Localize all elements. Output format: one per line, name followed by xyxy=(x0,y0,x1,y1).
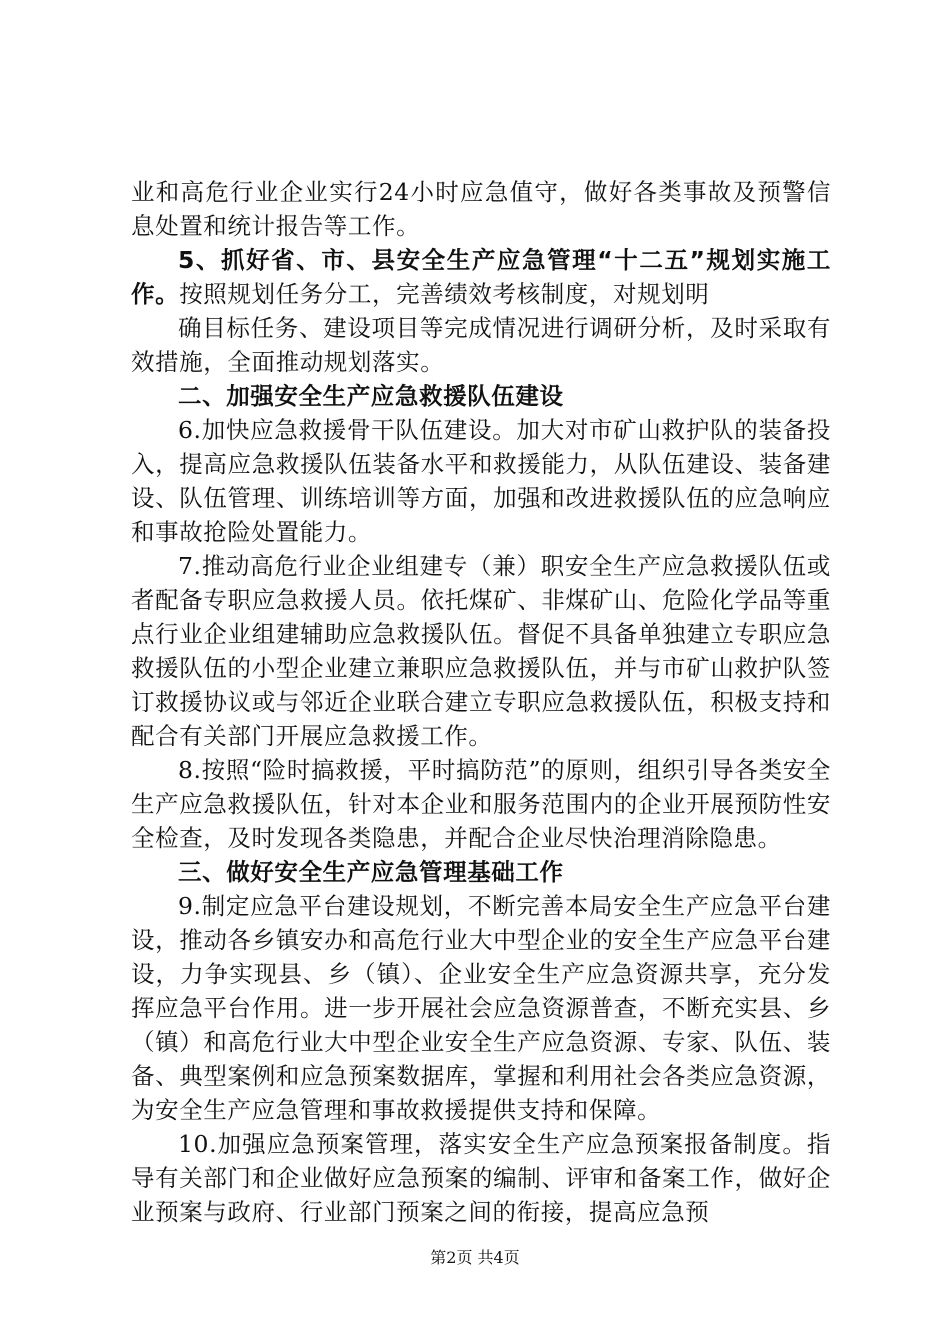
item-5-heading: 5、抓好省、市、县安全生产应急管理“十二五”规划实施工作。 xyxy=(131,246,831,308)
section-heading-2: 二、加强安全生产应急救援队伍建设 xyxy=(178,382,564,410)
section-heading-3: 三、做好安全生产应急管理基础工作 xyxy=(178,858,564,886)
paragraph-item-10: 10.加强应急预案管理，落实安全生产应急预案报备制度。指导有关部门和企业做好应急预案的编制、评审和备案工作，做好企业预案与政府、行业部门预案之间的衔接，提高应急预 xyxy=(131,1130,831,1226)
page-number-footer: 第2页 共4页 xyxy=(430,1248,520,1267)
item-5-text: 按照规划任务分工，完善绩效考核制度，对规划明 xyxy=(179,280,710,308)
paragraph-item-9: 9.制定应急平台建设规划，不断完善本局安全生产应急平台建设，推动各乡镇安办和高危行业大中型企业的安全生产应急平台建设，力争实现县、乡（镇）、企业安全生产应急资源共享，充分发挥应急平台作用。进一步开展社会应急资源普查，不断充实县、乡（镇）和高危行业大中型企业安全生产应急资源、专家、队伍、装备、典型案例和应急预案数据库，掌握和利用社会各类应急资源，为安全生产应急管理和事故救援提供支持和保障。 xyxy=(131,892,831,1124)
paragraph-item-8: 8.按照“险时搞救援，平时搞防范”的原则，组织引导各类安全生产应急救援队伍，针对本企业和服务范围内的企业开展预防性安全检查，及时发现各类隐患，并配合企业尽快治理消除隐患。 xyxy=(131,756,831,852)
paragraph-item-5-cont: 确目标任务、建设项目等完成情况进行调研分析，及时采取有效措施，全面推动规划落实。 xyxy=(131,314,831,376)
paragraph-item-7: 7.推动高危行业企业组建专（兼）职安全生产应急救援队伍或者配备专职应急救援人员。依托煤矿、非煤矿山、危险化学品等重点行业企业组建辅助应急救援队伍。督促不具备单独建立专职应急救援队伍的小型企业建立兼职应急救援队伍，并与市矿山救护队签订救援协议或与邻近企业联合建立专职应急救援队伍，积极支持和配合有关部门开展应急救援工作。 xyxy=(131,552,831,750)
paragraph-continuation: 业和高危行业企业实行24小时应急值守，做好各类事故及预警信息处置和统计报告等工作。 xyxy=(131,178,831,240)
paragraph-item-5 xyxy=(131,243,831,311)
paragraph-item-6: 6.加快应急救援骨干队伍建设。加大对市矿山救护队的装备投入，提高应急救援队伍装备水平和救援能力，从队伍建设、装备建设、队伍管理、训练培训等方面，加强和改进救援队伍的应急响应和事故抢险处置能力。 xyxy=(131,416,831,546)
document-body xyxy=(131,175,831,1229)
